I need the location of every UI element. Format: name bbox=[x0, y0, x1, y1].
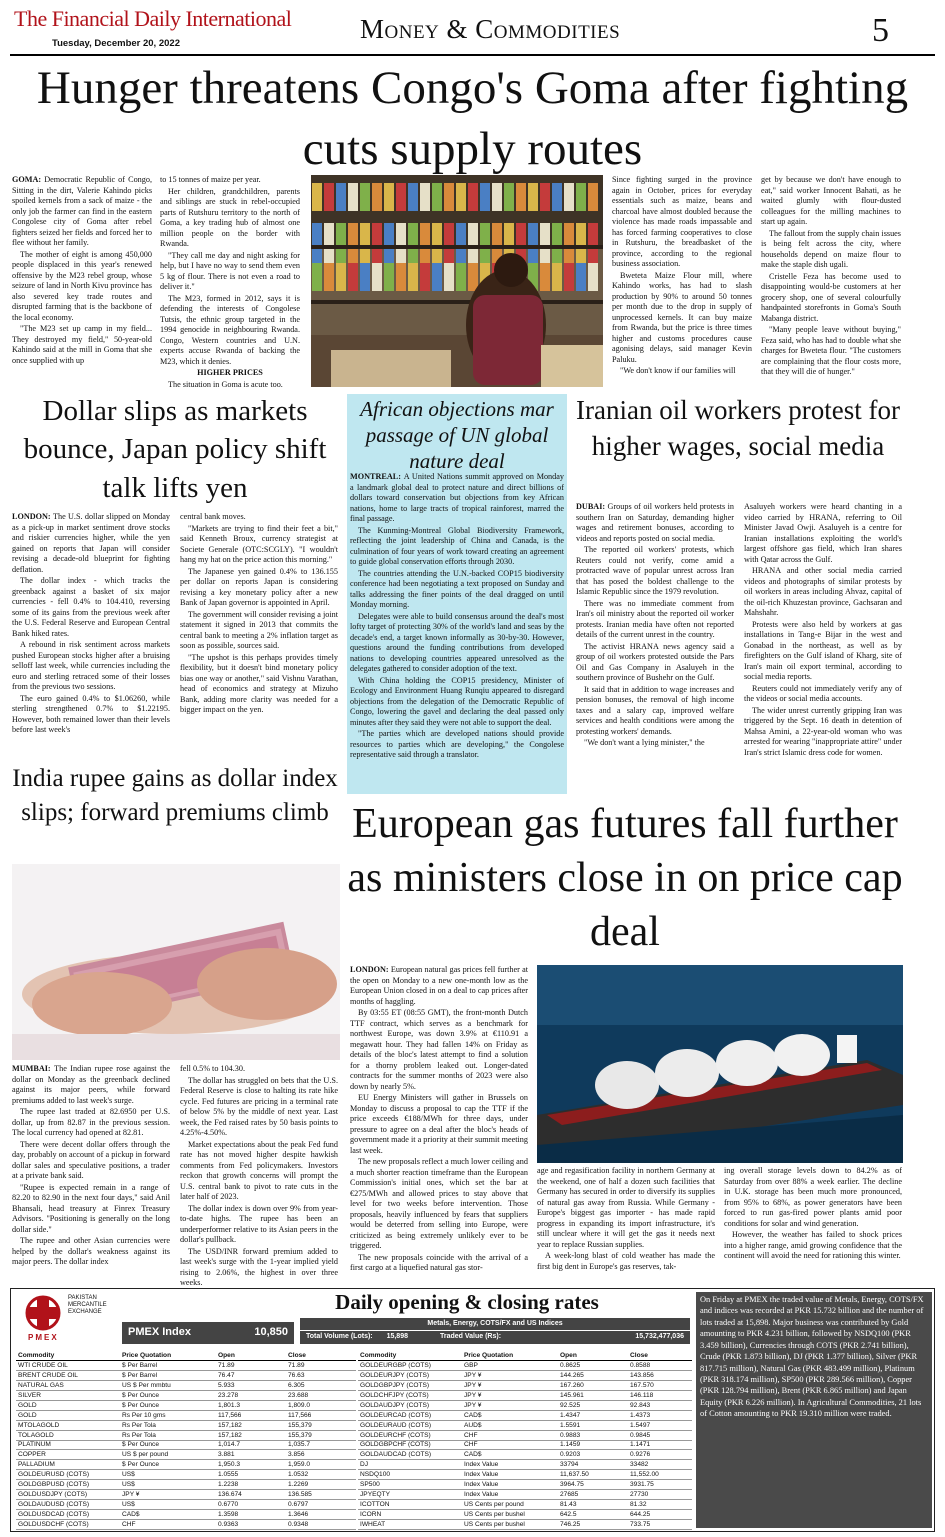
congo-col-4 bbox=[761, 175, 901, 385]
commodity-cell: JPYEQTY bbox=[358, 1489, 462, 1499]
dateline: LONDON: bbox=[12, 512, 53, 521]
pmex-index-bar bbox=[122, 1322, 294, 1344]
paragraph: The rupee last traded at 82.6950 per U.S. dollar, up from 82.87 in the previous session. The local currency had opened at 82.81. bbox=[12, 1107, 170, 1137]
paragraph: ing overall storage levels down to 84.2% as of Saturday from over 88% a week earlier. The decline in U.K. storage has been much more pronounced, from 95% to 68%, as power generators have been forced to run gas-fired power plants amid poor conditions for solar and wind generation. bbox=[724, 1166, 902, 1228]
dateline: MUMBAI: bbox=[12, 1064, 55, 1073]
col-commodity: Commodity bbox=[358, 1351, 462, 1361]
open-cell: 1.4347 bbox=[558, 1410, 628, 1420]
open-cell: 1,801.3 bbox=[216, 1400, 286, 1410]
paragraph: "They call me day and night asking for help, but I have no way to send them even 5 kg of flour. There is not even a road to deliver it." bbox=[160, 250, 300, 291]
header-rule bbox=[10, 54, 935, 56]
open-cell: 167.260 bbox=[558, 1381, 628, 1391]
pmex-logo bbox=[20, 1293, 120, 1345]
issue-date: Tuesday, December 20, 2022 bbox=[52, 38, 180, 49]
open-cell: 157,182 bbox=[216, 1430, 286, 1440]
open-cell: 1.5591 bbox=[558, 1420, 628, 1430]
paragraph: The dollar index is down over 9% from year-to-date highs. The rupee has been an underperformer relative to its Asian peers in the dollar's pullback. bbox=[180, 1203, 338, 1244]
paragraph: The Kunming-Montreal Global Biodiversity Framework, reflecting the joint leadership of China and Canada, is the culmination of four years of work toward creating an agreement to guide global conservation efforts through 2030. bbox=[350, 525, 564, 566]
paragraph: fell 0.5% to 104.30. bbox=[180, 1064, 246, 1073]
close-cell: 0.9276 bbox=[628, 1450, 692, 1460]
paragraph: Bweteta Maize Flour mill, where Kahindo works, has had to slash production by 90% to around 50 tonnes per month due to the drop in supply of unprocessed kernels. It can buy maize from Rwanda, but the price is three times higher and customs procedures cause agonising delays, said manager Kevin Paluku. bbox=[612, 270, 752, 364]
headline-nature: African objections mar passage of UN global nature deal bbox=[360, 397, 554, 474]
rate-row bbox=[358, 1371, 692, 1381]
paragraph: There was no immediate comment from Iran's oil ministry about the reported oil worker protests. Iranian media have often not reported details of the current unrest in the country. bbox=[576, 598, 734, 639]
open-cell: 11,637.50 bbox=[558, 1470, 628, 1480]
commodity-cell: TOLAGOLD bbox=[16, 1430, 120, 1440]
rate-row bbox=[16, 1489, 356, 1499]
rate-row bbox=[16, 1460, 356, 1470]
open-cell: 642.5 bbox=[558, 1509, 628, 1519]
col-close: Close bbox=[628, 1351, 692, 1361]
paragraph: MONTREAL: A United Nations summit approved on Monday a landmark global deal to protect nature and direct billions of dollars toward conservation but objections from key African nations, home to large tracts of tropical rainforest, marred the final passage. bbox=[350, 472, 564, 523]
quotation-cell: $ Per Ounce bbox=[120, 1460, 216, 1470]
commodity-cell: PALLADIUM bbox=[16, 1460, 120, 1470]
commodity-cell: NSDQ100 bbox=[358, 1470, 462, 1480]
rate-row bbox=[16, 1371, 356, 1381]
open-cell: 157,182 bbox=[216, 1420, 286, 1430]
subheading: HIGHER PRICES bbox=[197, 368, 263, 377]
paragraph: A rebound in risk sentiment across markets pushed European stocks higher after a bruising selloff last week, while currencies including the euro and sterling retraced some of their losses from the previous two sessions. bbox=[12, 640, 170, 691]
paragraph: "The parties which are developed nations should provide resources to parties which are developing," the Congolese representative said through a translator. bbox=[350, 729, 564, 759]
dollar-col-2 bbox=[180, 512, 338, 756]
quotation-cell: $ Per Barrel bbox=[120, 1371, 216, 1381]
commodity-cell: GOLDCHFJPY (COTS) bbox=[358, 1391, 462, 1401]
close-cell: 1.2269 bbox=[286, 1480, 356, 1490]
quotation-cell: GBP bbox=[462, 1361, 558, 1371]
commodity-cell: NATURAL GAS bbox=[16, 1381, 120, 1391]
commodity-cell: BRENT CRUDE OIL bbox=[16, 1371, 120, 1381]
quotation-cell: $ Per Ounce bbox=[120, 1400, 216, 1410]
quotation-cell: AUD$ bbox=[462, 1420, 558, 1430]
pmex-index-value: 10,850 bbox=[254, 1326, 288, 1338]
quotation-cell: JPY ¥ bbox=[462, 1400, 558, 1410]
quotation-cell: CHF bbox=[462, 1430, 558, 1440]
rate-row bbox=[358, 1499, 692, 1509]
rate-row bbox=[358, 1440, 692, 1450]
paragraph: GOMA: Democratic Republic of Congo, Sitting in the dirt, Valerie Kahindo picks spoiled kernels from a sack of maize - the only job the farmer can find in the eastern Congolese city of Goma after rebel fighters seized her fields and forced her to flee without her family. bbox=[12, 175, 152, 247]
close-cell: 117,566 bbox=[286, 1410, 356, 1420]
close-cell: 0.9348 bbox=[286, 1519, 356, 1529]
paragraph: "We don't know if our families will bbox=[620, 366, 736, 375]
col-quotation: Price Quotation bbox=[120, 1351, 216, 1361]
quotation-cell: JPY ¥ bbox=[120, 1489, 216, 1499]
commodity-cell: GOLDAUDJPY (COTS) bbox=[358, 1400, 462, 1410]
headline-iran: Iranian oil workers protest for higher wages, social media bbox=[576, 395, 900, 461]
rates-table-left bbox=[16, 1351, 356, 1530]
paragraph: Since fighting surged in the province again in October, prices for everyday essentials such as maize, beans and charcoal have almost doubled because the violence has made roads impassable and has forced farming cooperatives to close in Rutshuru, the breadbasket of the province, according to the regional business association. bbox=[612, 175, 752, 268]
commodity-cell: GOLDEURCAD (COTS) bbox=[358, 1410, 462, 1420]
logo-line-2: MERCANTILE bbox=[68, 1302, 107, 1309]
open-cell: 0.9203 bbox=[558, 1450, 628, 1460]
pmex-index-label: PMEX Index bbox=[128, 1326, 191, 1338]
open-cell: 1,950.3 bbox=[216, 1460, 286, 1470]
paragraph: The dollar index - which tracks the greenback against a basket of six major currencies - fell 0.4% to 104.410, reversing some of its gains from the previous week after the U.S. Federal Reserve and European Central Bank hiked rates. bbox=[12, 576, 170, 638]
gas-col-1 bbox=[350, 965, 528, 1281]
section-title: Money & Commodities bbox=[360, 14, 621, 44]
col-open: Open bbox=[558, 1351, 628, 1361]
rate-row bbox=[16, 1509, 356, 1519]
close-cell: 33482 bbox=[628, 1460, 692, 1470]
open-cell: 1,014.7 bbox=[216, 1440, 286, 1450]
rate-row bbox=[358, 1470, 692, 1480]
iran-col-1 bbox=[576, 502, 734, 794]
rate-row bbox=[358, 1361, 692, 1371]
paragraph: The mother of eight is among 450,000 people displaced in this year's renewed offensive by the M23 rebel group, whose seizure of land in North Kivu province has also severed key trade routes and disrupted farming that is the backbone of the local economy. bbox=[12, 249, 152, 322]
commodity-cell: ICORN bbox=[358, 1509, 462, 1519]
commodity-cell: GOLDUSDCAD (COTS) bbox=[16, 1509, 120, 1519]
rates-table-right bbox=[358, 1351, 692, 1530]
rate-row bbox=[358, 1381, 692, 1391]
rate-row bbox=[16, 1400, 356, 1410]
paragraph: The new proposals coincide with the arrival of a first cargo at a liquefied natural gas stor- bbox=[350, 1252, 528, 1272]
paragraph: "Many people leave without buying," Feza said, who has had to double what she charges for Bweteta flour. "The customers are complaining that the flour costs more, that they will die of hunger." bbox=[761, 325, 901, 376]
close-cell: 146.118 bbox=[628, 1391, 692, 1401]
paragraph: get by because we don't have enough to eat," said worker Innocent Bahati, as he waited glumly with flour-dusted colleagues for the milling machines to start up again. bbox=[761, 175, 901, 226]
paragraph: Delegates were able to build consensus around the deal's most lofty target of protecting 30% of the world's land and seas by the decade's end, a target known informally as 30-by-30. However, questions around the funding contributions from developed nations to developing countries appeared unresolved as the delegates gathered to consider adoption of the text. bbox=[350, 611, 564, 673]
commodity-cell: MTOLAGOLD bbox=[16, 1420, 120, 1430]
commodity-cell: SILVER bbox=[16, 1391, 120, 1401]
close-cell: 1,959.0 bbox=[286, 1460, 356, 1470]
open-cell: 5.933 bbox=[216, 1381, 286, 1391]
commodity-cell: GOLDAUDCAD (COTS) bbox=[358, 1450, 462, 1460]
traded-value-value: 15,732,477,036 bbox=[635, 1333, 684, 1340]
paragraph: Reuters could not immediately verify any of the videos or social media accounts. bbox=[744, 683, 902, 703]
paragraph: to 15 tonnes of maize per year. bbox=[160, 175, 261, 184]
traded-value-label: Traded Value (Rs): bbox=[439, 1333, 502, 1340]
commodity-cell: GOLDUSDCHF (COTS) bbox=[16, 1519, 120, 1529]
rate-row bbox=[358, 1509, 692, 1519]
logo-line-3: EXCHANGE bbox=[68, 1309, 102, 1316]
close-cell: 143.856 bbox=[628, 1371, 692, 1381]
rate-row bbox=[16, 1519, 356, 1529]
commodity-cell: GOLDGBPCHF (COTS) bbox=[358, 1440, 462, 1450]
open-cell: 92.525 bbox=[558, 1400, 628, 1410]
rate-row bbox=[16, 1450, 356, 1460]
rate-row bbox=[16, 1440, 356, 1450]
commodity-cell: GOLD bbox=[16, 1400, 120, 1410]
paragraph: The new proposals reflect a much lower ceiling and a much shorter reaction timeframe than the European Commission's initial ones, which set the bar at €275/MWh and allowed prices to stay above that level for two weeks before intervention. Those proposals, heavily influenced by fears that suppliers would be deterred from selling into Europe, were criticized as being extremely unlikely ever to be triggered. bbox=[350, 1157, 528, 1250]
close-cell: 76.63 bbox=[286, 1371, 356, 1381]
paragraph: HRANA and other social media carried videos and photographs of similar protests by oil workers in areas including Ahvaz, capital of the oil-rich Khuzestan province, Gachsaran and Mahshahr. bbox=[744, 566, 902, 617]
open-cell: 1.3598 bbox=[216, 1509, 286, 1519]
paragraph: The government will consider revising a joint statement it signed in 2013 that commits the central bank to meeting a 2% inflation target as soon as possible, sources said. bbox=[180, 609, 338, 650]
paragraph: "The M23 set up camp in my field... They destroyed my field," 50-year-old Kahindo said at the mill in Goma that she once supplied with up bbox=[12, 324, 152, 365]
page-number: 5 bbox=[872, 12, 889, 49]
rupee-col-1 bbox=[12, 1064, 170, 1280]
quotation-cell: CAD$ bbox=[462, 1410, 558, 1420]
quotation-cell: US$ bbox=[120, 1480, 216, 1490]
close-cell: 11,552.00 bbox=[628, 1470, 692, 1480]
congo-col-3 bbox=[612, 175, 752, 385]
quotation-cell: $ Per Ounce bbox=[120, 1440, 216, 1450]
paragraph: The euro gained 0.4% to $1.06260, while sterling strengthened 0.7% to $1.22195. However, both remained lower than their levels before last week's bbox=[12, 693, 170, 734]
dateline: DUBAI: bbox=[576, 502, 608, 511]
quotation-cell: US$ bbox=[120, 1470, 216, 1480]
close-cell: 644.25 bbox=[628, 1509, 692, 1519]
quotation-cell: Index Value bbox=[462, 1489, 558, 1499]
gas-col-2 bbox=[537, 1166, 715, 1281]
rate-row bbox=[16, 1430, 356, 1440]
close-cell: 23.688 bbox=[286, 1391, 356, 1401]
close-cell: 1.3646 bbox=[286, 1509, 356, 1519]
paragraph: The countries attending the U.N.-backed COP15 biodiversity conference had been negotiating a text proposed on Sunday and talks addressing the finer points of the deal dragged on until Monday morning. bbox=[350, 568, 564, 609]
paragraph: The fallout from the supply chain issues is being felt across the city, where households depend on maize flour to make the staple dish ugali. bbox=[761, 228, 901, 269]
open-cell: 33794 bbox=[558, 1460, 628, 1470]
close-cell: 0.8588 bbox=[628, 1361, 692, 1371]
rate-row bbox=[16, 1410, 356, 1420]
close-cell: 1,809.0 bbox=[286, 1400, 356, 1410]
open-cell: 1.1459 bbox=[558, 1440, 628, 1450]
open-cell: 3964.75 bbox=[558, 1480, 628, 1490]
volume-label: Total Volume (Lots): bbox=[306, 1333, 373, 1340]
quotation-cell: CAD$ bbox=[120, 1509, 216, 1519]
open-cell: 81.43 bbox=[558, 1499, 628, 1509]
rate-row bbox=[358, 1480, 692, 1490]
iran-col-2 bbox=[744, 502, 902, 794]
paragraph: EU Energy Ministers will gather in Brussels on Monday to discuss a proposal to cap the TTF if the price exceeds €188/MWh for three days, under pressure to agree on a deal after the bloc's heads of government made it a priority at their summit meeting last week. bbox=[350, 1093, 528, 1155]
lng-tanker-photo bbox=[537, 965, 903, 1163]
col-quotation: Price Quotation bbox=[462, 1351, 558, 1361]
volume-value: 15,898 bbox=[386, 1333, 408, 1340]
paragraph: The M23, formed in 2012, says it is defending the interests of Congolese Tutsis, the ethnic group targeted in the 1994 genocide in neighbouring Rwanda. Congo, Western countries and U.N. experts accuse Rwanda of backing the M23, which it denies. bbox=[160, 293, 300, 366]
close-cell: 0.6797 bbox=[286, 1499, 356, 1509]
rate-row bbox=[358, 1460, 692, 1470]
quotation-cell: US$ bbox=[120, 1499, 216, 1509]
dateline: LONDON: bbox=[350, 965, 391, 974]
quotation-cell: JPY ¥ bbox=[462, 1391, 558, 1401]
quotation-cell: US $ Per mmbtu bbox=[120, 1381, 216, 1391]
close-cell: 1.1471 bbox=[628, 1440, 692, 1450]
quotation-cell: Rs Per 10 gms bbox=[120, 1410, 216, 1420]
quotation-cell: US $ per pound bbox=[120, 1450, 216, 1460]
paragraph: Cristelle Feza has become used to disappointing would-be customers at her grocery shop, one of several colourfully handpainted storefronts in Goma's South Mabanga district. bbox=[761, 271, 901, 323]
commodity-cell: GOLD bbox=[16, 1410, 120, 1420]
headline-dollar: Dollar slips as markets bounce, Japan policy shift talk lifts yen bbox=[23, 395, 327, 504]
close-cell: 1.4373 bbox=[628, 1410, 692, 1420]
close-cell: 3.856 bbox=[286, 1450, 356, 1460]
paragraph: "Markets are trying to find their feet a bit," said Kenneth Broux, currency strategist at Societe Generale (OTC:SCGLY). "I wouldn't hang my hat on the price action this morning." bbox=[180, 523, 338, 564]
logo-abbr: PMEX bbox=[28, 1333, 59, 1342]
gas-col-3 bbox=[724, 1166, 902, 1281]
col-close: Close bbox=[286, 1351, 356, 1361]
quotation-cell: JPY ¥ bbox=[462, 1371, 558, 1381]
rate-row bbox=[358, 1450, 692, 1460]
open-cell: 0.6770 bbox=[216, 1499, 286, 1509]
rates-subhead: Metals, Energy, COTS/FX and US Indices bbox=[300, 1318, 690, 1330]
commodity-cell: DJ bbox=[358, 1460, 462, 1470]
paragraph: The situation in Goma is acute too. bbox=[168, 379, 283, 389]
paragraph: LONDON: European natural gas prices fell further at the open on Monday to a new one-month low as the European Union closed in on a deal to cap prices after months of haggling. bbox=[350, 965, 528, 1006]
rate-row bbox=[358, 1420, 692, 1430]
close-cell: 81.32 bbox=[628, 1499, 692, 1509]
dateline: MONTREAL: bbox=[350, 472, 404, 481]
commodity-cell: PLATINUM bbox=[16, 1440, 120, 1450]
headline-congo: Hunger threatens Congo's Goma after fighting cuts supply routes bbox=[36, 62, 909, 176]
paragraph: The wider unrest currently gripping Iran was triggered by the Sept. 16 death in detention of Mahsa Amini, a 22-year-old woman who was arrested for wearing "inappropriate attire" under Iran's strict Islamic dress code for women. bbox=[744, 705, 902, 757]
paragraph: Asaluyeh workers were heard chanting in a video carried by HRANA, referring to Oil Minister Javad Owji. Asaluyeh is a centre for Iranian installations exploiting the world's largest offshore gas field, which Iran shares with Qatar across the Gulf. bbox=[744, 502, 902, 564]
commodity-cell: IWHEAT bbox=[358, 1519, 462, 1529]
open-cell: 117,566 bbox=[216, 1410, 286, 1420]
open-cell: 76.47 bbox=[216, 1371, 286, 1381]
headline-rupee: India rupee gains as dollar index slips; forward premiums climb bbox=[12, 765, 338, 826]
quotation-cell: $ Per Barrel bbox=[120, 1361, 216, 1371]
dateline: GOMA: bbox=[12, 175, 45, 184]
quotation-cell: $ Per Ounce bbox=[120, 1391, 216, 1401]
open-cell: 136.674 bbox=[216, 1489, 286, 1499]
paragraph: The reported oil workers' protests, which Reuters could not verify, come amid a protracted wave of popular unrest across Iran that has posed the boldest challenge to the Islamic Republic since the 1979 revolution. bbox=[576, 545, 734, 596]
paragraph: The rupee and other Asian currencies were helped by the dollar's weakness against its major peers. The dollar index bbox=[12, 1236, 170, 1266]
commodity-cell: GOLDAUDUSD (COTS) bbox=[16, 1499, 120, 1509]
close-cell: 1,035.7 bbox=[286, 1440, 356, 1450]
congo-col-2 bbox=[160, 175, 300, 389]
rate-row bbox=[358, 1519, 692, 1529]
quotation-cell: Rs Per Tola bbox=[120, 1430, 216, 1440]
open-cell: 0.9363 bbox=[216, 1519, 286, 1529]
close-cell: 0.9845 bbox=[628, 1430, 692, 1440]
paragraph: "Rupee is expected remain in a range of 82.20 to 82.90 in the next four days," said Anil Bhansali, head treasury at Finrex Treasury Advisors. "Positioning is generally on the long dollar side." bbox=[12, 1182, 170, 1234]
paragraph: central bank moves. bbox=[180, 512, 246, 521]
commodity-cell: WTI CRUDE OIL bbox=[16, 1361, 120, 1371]
quotation-cell: US Cents per bushel bbox=[462, 1509, 558, 1519]
paper-name: The Financial Daily International bbox=[14, 6, 292, 31]
rate-row bbox=[16, 1381, 356, 1391]
commodity-cell: SP500 bbox=[358, 1480, 462, 1490]
close-cell: 1.0532 bbox=[286, 1470, 356, 1480]
paragraph: LONDON: The U.S. dollar slipped on Monday as a pick-up in market sentiment drove stocks and riskier currencies higher, while the yen gained on reports that Japan will consider revising a decade-old blueprint for fighting deflation. bbox=[12, 512, 170, 574]
close-cell: 1.5497 bbox=[628, 1420, 692, 1430]
quotation-cell: CAD$ bbox=[462, 1450, 558, 1460]
rate-row bbox=[16, 1391, 356, 1401]
paragraph: There were decent dollar offers through the day, probably on account of a pickup in forward dollar sales and speculative positions, a trader at a private bank said. bbox=[12, 1139, 170, 1180]
quotation-cell: CHF bbox=[120, 1519, 216, 1529]
quotation-cell: CHF bbox=[462, 1440, 558, 1450]
close-cell: 167.570 bbox=[628, 1381, 692, 1391]
paragraph: However, the weather has failed to shock prices into a higher range, amid growing confidence that the continent will avoid the need for rationing this winter. bbox=[724, 1230, 902, 1260]
paragraph: "The upshot is this perhaps provides timely flexibility, but it doesn't bind monetary policy bias one way or another," said Vishnu Varathan, head of economics and strategy at Mizuho Bank, adding more clarity was needed for a bigger impact on the yen. bbox=[180, 652, 338, 714]
rate-row bbox=[358, 1410, 692, 1420]
headline-gas: European gas futures fall further as ministers close in on price cap deal bbox=[347, 801, 903, 955]
paragraph: The Japanese yen gained 0.4% to 136.155 per dollar on reports Japan is considering revising a key monetary policy after a new Bank of Japan governor is appointed in April. bbox=[180, 566, 338, 607]
paragraph: Market expectations about the peak Fed fund rate has not moved higher despite hawkish comments from Fed policymakers. Investors reckon that growth concerns will prompt the U.S. central bank to pivot to rate cuts in the later half of 2023. bbox=[180, 1139, 338, 1201]
commodity-cell: ICOTTON bbox=[358, 1499, 462, 1509]
quotation-cell: Rs Per Tola bbox=[120, 1420, 216, 1430]
paragraph: It said that in addition to wage increases and pension bonuses, the removal of high income taxes and a salary cap, improved welfare services and health conditions were among the protesting workers' demands. bbox=[576, 684, 734, 736]
open-cell: 27685 bbox=[558, 1489, 628, 1499]
rate-row bbox=[358, 1430, 692, 1440]
quotation-cell: Index Value bbox=[462, 1460, 558, 1470]
rupee-col-2 bbox=[180, 1064, 338, 1287]
congo-col-1 bbox=[12, 175, 152, 385]
open-cell: 23.278 bbox=[216, 1391, 286, 1401]
paragraph: DUBAI: Groups of oil workers held protests in southern Iran on Saturday, demanding higher wages and retirement bonuses, according to videos and reports posted on social media. bbox=[576, 502, 734, 543]
close-cell: 27730 bbox=[628, 1489, 692, 1499]
open-cell: 71.89 bbox=[216, 1361, 286, 1371]
paragraph: Her children, grandchildren, parents and siblings are stuck in rebel-occupied parts of Rutshuru territory to the north of Goma, a key trading hub of almost one million people on the border with Rwanda. bbox=[160, 186, 300, 248]
rate-row bbox=[16, 1420, 356, 1430]
close-cell: 136.585 bbox=[286, 1489, 356, 1499]
open-cell: 144.265 bbox=[558, 1371, 628, 1381]
paragraph: age and regasification facility in northern Germany at the weekend, one of half a dozen such facilities that Germany has secured in order to diversify its supplies of natural gas away from Russia. While Germany - Europe's biggest gas importer - has made rapid progress in expanding its import infrastructure, it's still unclear where it will get the gas it needs next year to replace Russian supplies. bbox=[537, 1166, 715, 1249]
col-commodity: Commodity bbox=[16, 1351, 120, 1361]
rate-row bbox=[16, 1361, 356, 1371]
open-cell: 145.961 bbox=[558, 1391, 628, 1401]
nature-col-1 bbox=[350, 472, 564, 792]
paragraph: By 03:55 ET (08:55 GMT), the front-month Dutch TTF contract, which serves as a benchmark for northwest Europe, was down 3.9% at €110.91 a megawatt hour. They had fallen 14% on Friday as details of the bloc's latest attempt to find a solution for a thorny problem leaked out. Longer-dated contracts for the summer months of 2023 were also down by nearly 5%. bbox=[350, 1008, 528, 1091]
rates-title: Daily opening & closing rates bbox=[335, 1290, 599, 1314]
close-cell: 71.89 bbox=[286, 1361, 356, 1371]
rate-row bbox=[16, 1470, 356, 1480]
volume-bar bbox=[300, 1331, 690, 1344]
paragraph: Protests were also held by workers at gas installations in Tang-e Bijar in the west and Gonabad in the northeast, as well as by firefighters on the Gulf island of Kharg, site of Iran's main oil export terminal, according to social media reports. bbox=[744, 619, 902, 681]
pmex-summary: On Friday at PMEX the traded value of Metals, Energy, COTS/FX and indices was recorded at PKR 15.732 billion and the number of lots traded at 15,898. Major business was contributed by Gold amounting to PKR 4.231 billion, followed by NSDQ100 (PKR 3.459 billion), Currencies through COTS (PKR 2.741 billion), Crude (PKR 1.873 billion), DJ (PKR 1.377 billion), Silver (PKR 817.715 million), Natural Gas (PKR 483.499 million), Platinum (PKR 318.174 million), SP500 (PKR 289.566 million), Copper (PKR 128.794 million), Brent (PKR 6.865 million) and Japan Equity (PKR 6.226 million). In Agricultural Commodities, 21 lots of Cotton amounting to PKR 19.310 million were traded. bbox=[696, 1292, 932, 1528]
commodity-cell: GOLDGBPUSD (COTS) bbox=[16, 1480, 120, 1490]
paragraph: With China holding the COP15 presidency, Minister of Ecology and Environment Huang Runqiu appeared to disregard objections from the delegation of the Democratic Republic of Congo, lowering the gavel and declaring the deal passed only minutes after they said they were not able to support the deal. bbox=[350, 675, 564, 727]
open-cell: 1.0555 bbox=[216, 1470, 286, 1480]
rate-row bbox=[16, 1480, 356, 1490]
close-cell: 733.75 bbox=[628, 1519, 692, 1529]
quotation-cell: US Cents per bushel bbox=[462, 1519, 558, 1529]
rate-row bbox=[358, 1489, 692, 1499]
dollar-col-1 bbox=[12, 512, 170, 756]
commodity-cell: GOLDEURAUD (COTS) bbox=[358, 1420, 462, 1430]
open-cell: 3.881 bbox=[216, 1450, 286, 1460]
rate-row bbox=[16, 1499, 356, 1509]
open-cell: 1.2238 bbox=[216, 1480, 286, 1490]
goma-market-photo bbox=[311, 175, 603, 387]
close-cell: 155,379 bbox=[286, 1420, 356, 1430]
paragraph: The USD/INR forward premium added to last week's surge with the 1-year implied yield rising to 2.06%, the highest in over three weeks. bbox=[180, 1246, 338, 1287]
paragraph: "We don't want a lying minister," the bbox=[584, 738, 705, 747]
commodity-cell: COPPER bbox=[16, 1450, 120, 1460]
rate-row bbox=[358, 1391, 692, 1401]
quotation-cell: US Cents per pound bbox=[462, 1499, 558, 1509]
close-cell: 6.305 bbox=[286, 1381, 356, 1391]
close-cell: 3931.75 bbox=[628, 1480, 692, 1490]
rate-row bbox=[358, 1400, 692, 1410]
paragraph: A week-long blast of cold weather has made the first big dent in Europe's gas reserves, tak- bbox=[537, 1251, 715, 1271]
paragraph: The activist HRANA news agency said a group of oil workers protested outside the Pars Oil and Gas Company in Asaluyeh in the southern province of Bushehr on the Gulf. bbox=[576, 641, 734, 682]
commodity-cell: GOLDEURJPY (COTS) bbox=[358, 1371, 462, 1381]
quotation-cell: Index Value bbox=[462, 1470, 558, 1480]
commodity-cell: GOLDUSDJPY (COTS) bbox=[16, 1489, 120, 1499]
open-cell: 0.8625 bbox=[558, 1361, 628, 1371]
close-cell: 92.843 bbox=[628, 1400, 692, 1410]
logo-line-1: PAKISTAN bbox=[68, 1295, 97, 1301]
quotation-cell: JPY ¥ bbox=[462, 1381, 558, 1391]
commodity-cell: GOLDGBPJPY (COTS) bbox=[358, 1381, 462, 1391]
close-cell: 155,379 bbox=[286, 1430, 356, 1440]
commodity-cell: GOLDEURGBP (COTS) bbox=[358, 1361, 462, 1371]
open-cell: 746.25 bbox=[558, 1519, 628, 1529]
commodity-cell: GOLDEURCHF (COTS) bbox=[358, 1430, 462, 1440]
paragraph: The dollar has struggled on bets that the U.S. Federal Reserve is close to halting its rate hike cycle. Fed futures are pricing in a terminal rate of below 5% by the middle of next year. Last week, the Fed raised rates by 50 basis points to 4.25%-4.50%. bbox=[180, 1075, 338, 1137]
open-cell: 0.9883 bbox=[558, 1430, 628, 1440]
col-open: Open bbox=[216, 1351, 286, 1361]
paragraph: MUMBAI: The Indian rupee rose against the dollar on Monday as the greenback declined against its major peers, while forward premiums added to last week's surge. bbox=[12, 1064, 170, 1105]
rupee-notes-photo bbox=[12, 864, 340, 1060]
commodity-cell: GOLDEURUSD (COTS) bbox=[16, 1470, 120, 1480]
quotation-cell: Index Value bbox=[462, 1480, 558, 1490]
